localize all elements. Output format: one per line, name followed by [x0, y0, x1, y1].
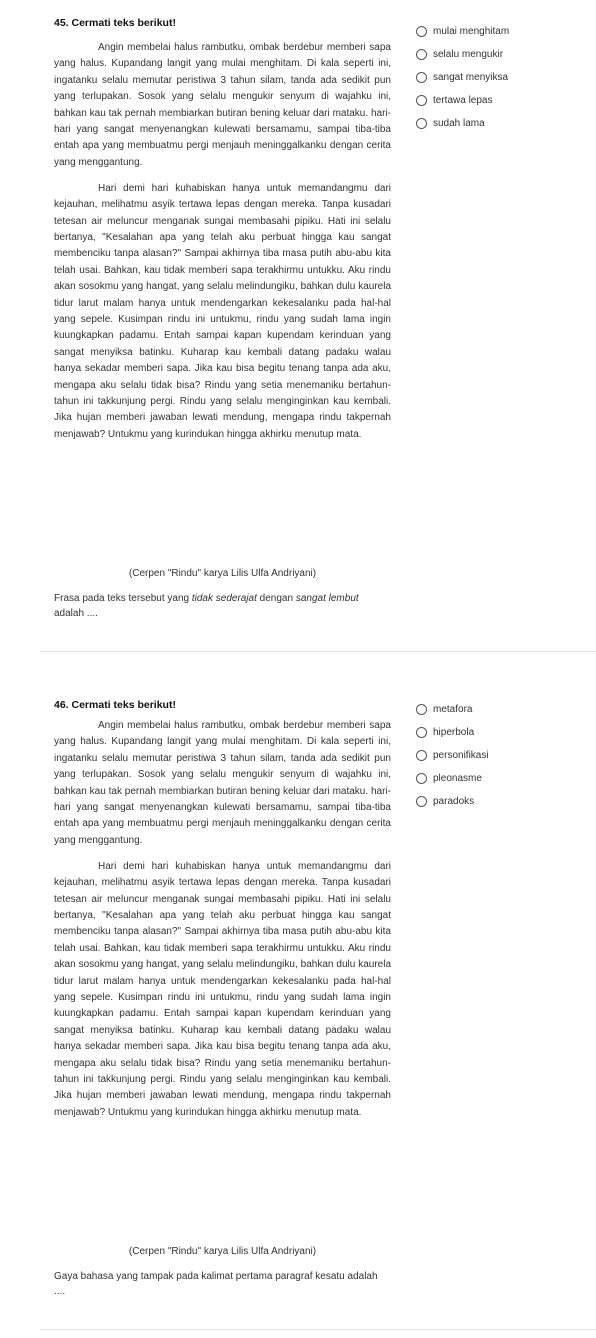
question-title: 45. Cermati teks berikut! — [54, 17, 176, 29]
option-label: tertawa lepas — [433, 95, 493, 106]
option-label: selalu mengukir — [433, 49, 504, 60]
option-b[interactable] — [416, 43, 509, 66]
question-divider — [40, 651, 596, 652]
question-title: 46. Cermati teks berikut! — [54, 699, 176, 711]
passage-source: (Cerpen "Rindu" karya Lilis Ulfa Andriyani) — [128, 1246, 317, 1257]
radio-button[interactable] — [416, 796, 427, 807]
prompt-text: dengan — [256, 593, 296, 604]
radio-button[interactable] — [416, 727, 427, 738]
option-e[interactable] — [416, 112, 509, 135]
question-prompt — [54, 591, 391, 621]
passage — [54, 718, 391, 1121]
answer-options — [416, 20, 509, 135]
radio-button[interactable] — [416, 26, 427, 37]
option-label: pleonasme — [433, 773, 482, 784]
radio-button[interactable] — [416, 750, 427, 761]
option-c[interactable] — [416, 744, 489, 767]
option-a[interactable] — [416, 698, 489, 721]
option-label: paradoks — [433, 796, 475, 807]
prompt-text: Frasa pada teks tersebut yang — [54, 593, 192, 604]
option-label: sangat menyiksa — [433, 72, 509, 83]
radio-button[interactable] — [416, 773, 427, 784]
radio-button[interactable] — [416, 118, 427, 129]
prompt-emphasis: tidak sederajat — [191, 593, 257, 604]
passage-paragraph: Angin membelai halus rambutku, ombak berdebur memberi sapa yang halus. Kupandang langit yang mulai menghitam. Di kala seperti ini, ingatanku selalu memutar peristiwa 3 tahun silam, tanda ada sedikit pun yang terlupakan. Sosok yang selalu mengukir senyum di wajahku ini, bahkan kau tak pernah membiarkan butiran bening keluar dari mataku. hari-hari yang sangat menyenangkan kulewati bersamamu, sampai tiba-tiba entah apa yang membuatmu pergi menjauh meninggalkanku dengan cerita yang menggantung. — [54, 720, 391, 846]
radio-button[interactable] — [416, 49, 427, 60]
prompt-emphasis: sangat lembut — [295, 593, 359, 604]
option-e[interactable] — [416, 790, 489, 813]
option-label: sudah lama — [433, 118, 485, 129]
option-d[interactable] — [416, 89, 509, 112]
passage-paragraph: Hari demi hari kuhabiskan hanya untuk memandangmu dari kejauhan, melihatmu asyik tertawa lepas dengan mereka. Tanpa kusadari tetesan air meluncur menganak sungai membasahi pipiku. Hati ini selalu bertanya, "Kesalahan apa yang telah aku perbuat hingga kau sangat membenciku tanpa alasan?" Sampai akhirnya tiba masa putih abu-abu kita telah usai. Bahkan, kau tidak memberi sapa terakhirmu untukku. Aku rindu akan sosokmu yang hangat, yang selalu melindungiku, bahkan dulu kaurela tidur larut malam hanya untuk mendengarkan kekesalanku pada hal-hal yang sepele. Kusimpan rindu ini untukmu, rindu yang sudah lama ingin kuungkapkan padamu. Entah sampai kapan kupendam kerinduan yang sangat menyiksa batinku. Kuharap kau kembali datang padaku walau hanya sekadar memberi sapa. Jika kau bisa begitu tenang tanpa ada aku, mengapa aku selalu tidak bisa? Rindu yang setia menemaniku bertahun-tahun ini takkunjung pergi. Rindu yang selalu menginginkan kau kembali. Jika hujan memberi jawaban lewati mendung, mengapa rindu takpernah menjawab? Untukmu yang kurindukan hingga akhirku menutup mata. — [54, 182, 391, 440]
option-label: mulai menghitam — [433, 26, 510, 37]
option-d[interactable] — [416, 767, 489, 790]
option-label: personifikasi — [433, 750, 489, 761]
passage-paragraph: Hari demi hari kuhabiskan hanya untuk memandangmu dari kejauhan, melihatmu asyik tertawa lepas dengan mereka. Tanpa kusadari tetesan air meluncur menganak sungai membasahi pipiku. Hati ini selalu bertanya, "Kesalahan apa yang telah aku perbuat hingga kau sangat membenciku tanpa alasan?" Sampai akhirnya tiba masa putih abu-abu kita telah usai. Bahkan, kau tidak memberi sapa terakhirmu untukku. Aku rindu akan sosokmu yang hangat, yang selalu melindungiku, bahkan dulu kaurela tidur larut malam hanya untuk mendengarkan kekesalanku pada hal-hal yang sepele. Kusimpan rindu ini untukmu, rindu yang sudah lama ingin kuungkapkan padamu. Entah sampai kapan kupendam kerinduan yang sangat menyiksa batinku. Kuharap kau kembali datang padaku walau hanya sekadar memberi sapa. Jika kau bisa begitu tenang tanpa ada aku, mengapa aku selalu tidak bisa? Rindu yang setia menemaniku bertahun-tahun ini takkunjung pergi. Rindu yang selalu menginginkan kau kembali. Jika hujan memberi jawaban lewati mendung, mengapa rindu takpernah menjawab? Untukmu yang kurindukan hingga akhirku menutup mata. — [54, 860, 391, 1118]
passage-paragraph: Angin membelai halus rambutku, ombak berdebur memberi sapa yang halus. Kupandang langit yang mulai menghitam. Di kala seperti ini, ingatanku selalu memutar peristiwa 3 tahun silam, tanda ada sedikit pun yang terlupakan. Sosok yang selalu mengukir senyum di wajahku ini, bahkan kau tak pernah membiarkan butiran bening keluar dari mataku. hari-hari yang sangat menyenangkan kulewati bersamamu, sampai tiba-tiba entah apa yang membuatmu pergi menjauh meninggalkanku dengan cerita yang menggantung. — [54, 42, 391, 168]
prompt-text: adalah .... — [54, 608, 98, 619]
radio-button[interactable] — [416, 72, 427, 83]
radio-button[interactable] — [416, 95, 427, 106]
option-c[interactable] — [416, 66, 509, 89]
passage-source: (Cerpen "Rindu" karya Lilis Ulfa Andriyani) — [128, 568, 317, 579]
question-divider — [40, 1329, 596, 1330]
radio-button[interactable] — [416, 704, 427, 715]
option-label: metafora — [433, 704, 473, 715]
option-label: hiperbola — [433, 727, 475, 738]
option-a[interactable] — [416, 20, 509, 43]
passage — [54, 40, 391, 443]
question-prompt: Gaya bahasa yang tampak pada kalimat pertama paragraf kesatu adalah .... — [54, 1271, 378, 1297]
option-b[interactable] — [416, 721, 489, 744]
answer-options — [416, 698, 489, 813]
